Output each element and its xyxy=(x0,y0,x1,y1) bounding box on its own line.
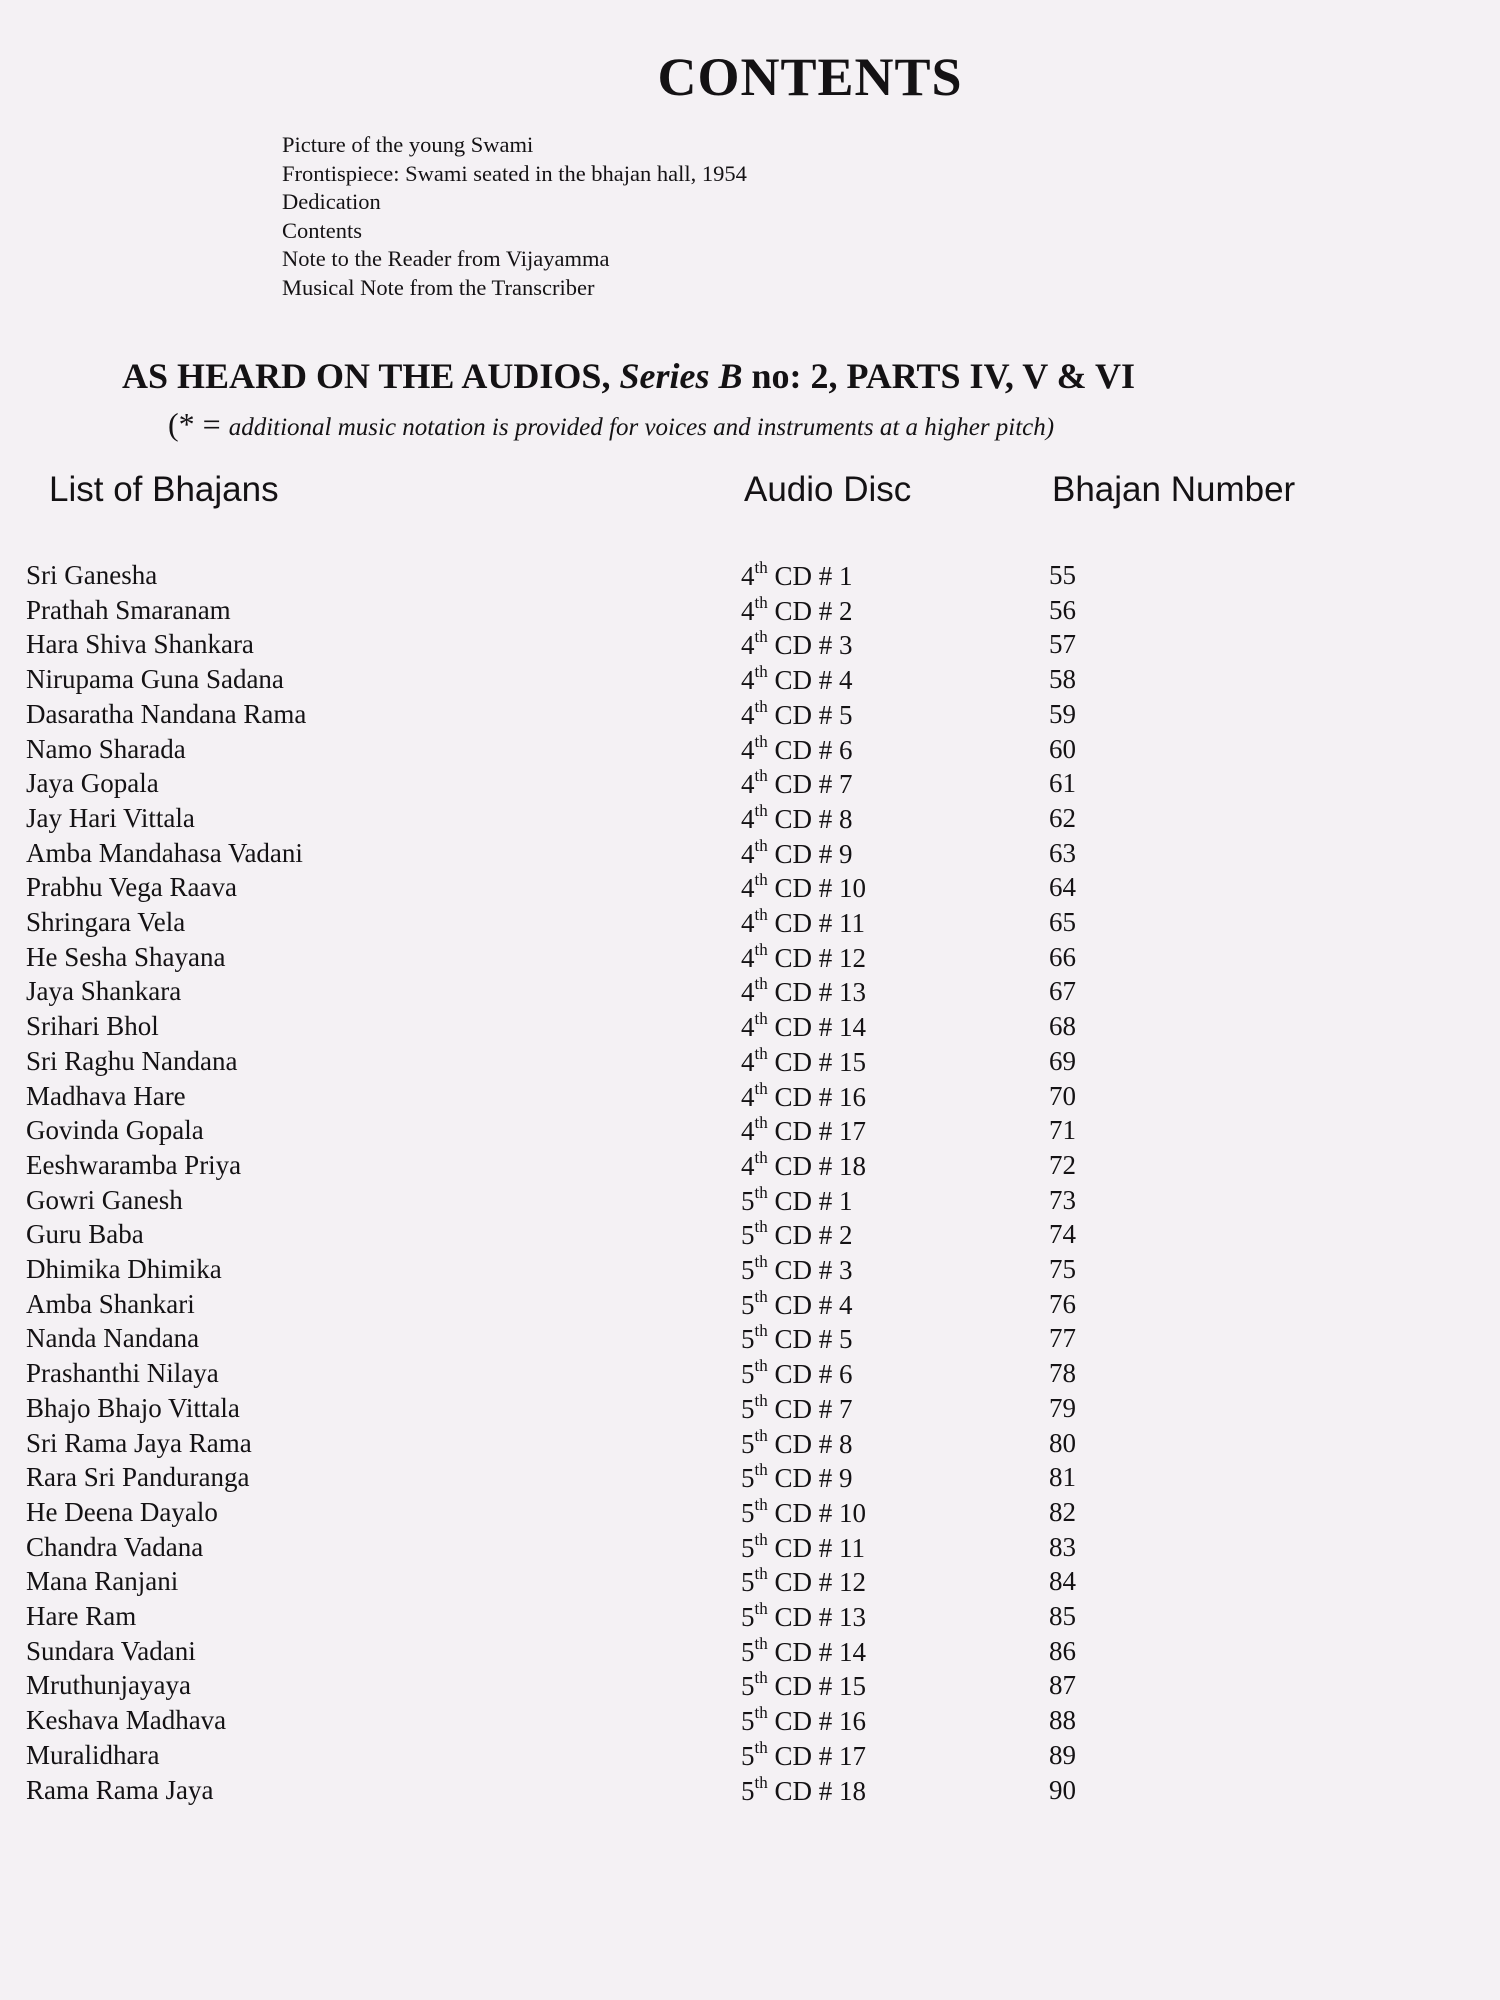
column-header-name: List of Bhajans xyxy=(49,470,279,509)
bhajan-name: Srihari Bhol xyxy=(26,1011,159,1042)
disc-ordinal: 4 xyxy=(741,1116,755,1147)
audio-disc xyxy=(741,696,853,731)
table-row xyxy=(0,835,1500,873)
disc-track: CD # 13 xyxy=(767,1602,866,1632)
audio-disc xyxy=(741,835,853,870)
table-row xyxy=(0,939,1500,977)
audio-disc xyxy=(741,664,853,696)
audio-disc xyxy=(741,560,853,592)
bhajan-name: Keshava Madhava xyxy=(26,1705,227,1736)
disc-track: CD # 2 xyxy=(767,1220,853,1251)
disc-ordinal: 4 xyxy=(741,734,755,765)
section-heading-rest: no: 2, PARTS IV, V & VI xyxy=(742,356,1135,396)
disc-ordinal-suffix: th xyxy=(754,1633,768,1653)
disc-track: CD # 4 xyxy=(767,1289,853,1320)
bhajan-name: Nanda Nandana xyxy=(26,1323,200,1354)
disc-track: CD # 3 xyxy=(767,1255,853,1285)
table-row xyxy=(0,629,1500,664)
disc-ordinal-suffix: th xyxy=(754,731,768,751)
bhajan-number: 63 xyxy=(1049,837,1076,868)
bhajan-name: He Sesha Shayana xyxy=(26,941,226,972)
audio-disc xyxy=(741,1078,866,1113)
bhajan-name: Muralidhara xyxy=(26,1739,160,1770)
disc-ordinal-suffix: th xyxy=(754,905,768,924)
disc-ordinal: 5 xyxy=(741,1289,755,1320)
table-row xyxy=(0,1390,1500,1428)
audio-disc xyxy=(741,1115,866,1147)
bhajan-number: 84 xyxy=(1049,1566,1076,1597)
bhajan-number: 73 xyxy=(1049,1184,1076,1215)
disc-track: CD # 4 xyxy=(767,665,853,696)
table-row xyxy=(0,1011,1500,1046)
disc-ordinal: 4 xyxy=(741,595,755,626)
audio-disc xyxy=(741,1219,853,1251)
table-row xyxy=(0,800,1500,838)
disc-track: CD # 15 xyxy=(767,1671,866,1702)
audio-disc xyxy=(741,1462,853,1494)
disc-track: CD # 17 xyxy=(767,1740,866,1771)
bhajan-name: Rama Rama Jaya xyxy=(26,1774,214,1805)
table-row xyxy=(0,664,1500,699)
table-row xyxy=(0,1670,1500,1705)
bhajan-number: 60 xyxy=(1049,733,1076,764)
disc-ordinal: 5 xyxy=(741,1220,755,1251)
disc-ordinal-suffix: th xyxy=(754,1009,768,1029)
table-row xyxy=(0,1633,1500,1671)
bhajan-name: Madhava Hare xyxy=(26,1080,186,1111)
bhajan-name: Dhimika Dhimika xyxy=(26,1254,222,1284)
column-header-number: Bhajan Number xyxy=(1052,470,1296,509)
bhajan-name: Amba Mandahasa Vadani xyxy=(26,837,303,868)
bhajan-number: 78 xyxy=(1049,1358,1076,1389)
column-header-disc: Audio Disc xyxy=(744,470,912,509)
disc-ordinal-suffix: th xyxy=(754,1356,768,1376)
table-row xyxy=(0,592,1500,630)
bhajan-number: 70 xyxy=(1049,1080,1076,1111)
table-row xyxy=(0,696,1500,734)
front-matter-item: Musical Note from the Transcriber xyxy=(282,274,595,300)
disc-ordinal: 4 xyxy=(741,942,755,973)
disc-track: CD # 3 xyxy=(767,630,853,661)
disc-ordinal-suffix: th xyxy=(754,1425,768,1445)
bhajan-number: 89 xyxy=(1049,1739,1076,1770)
table-row xyxy=(0,1078,1500,1116)
disc-ordinal: 4 xyxy=(741,665,755,696)
disc-ordinal-suffix: th xyxy=(754,1564,768,1584)
disc-track: CD # 1 xyxy=(767,1185,853,1216)
disc-ordinal: 5 xyxy=(741,1255,755,1285)
front-matter-list xyxy=(282,131,747,303)
disc-ordinal: 4 xyxy=(741,977,755,1008)
disc-ordinal: 5 xyxy=(741,1185,755,1216)
table-row xyxy=(0,1147,1500,1185)
bhajan-number: 57 xyxy=(1049,629,1076,660)
section-note-text: additional music notation is provided for voices and instruments at a higher pitch) xyxy=(228,414,1055,441)
bhajan-number: 55 xyxy=(1049,560,1076,590)
audio-disc xyxy=(741,1390,853,1425)
disc-ordinal-suffix: th xyxy=(754,1217,768,1237)
disc-track: CD # 5 xyxy=(767,699,853,730)
disc-ordinal-suffix: th xyxy=(754,1043,768,1063)
disc-track: CD # 17 xyxy=(767,1116,866,1147)
table-row xyxy=(0,1219,1500,1254)
audio-disc xyxy=(741,1254,853,1286)
disc-ordinal: 4 xyxy=(741,1081,755,1112)
audio-disc xyxy=(741,907,865,939)
disc-ordinal: 5 xyxy=(741,1428,755,1459)
bhajan-name: Sri Rama Jaya Rama xyxy=(26,1427,252,1458)
bhajan-name: Jaya Gopala xyxy=(26,768,159,799)
disc-track: CD # 12 xyxy=(767,942,866,973)
bhajan-name: Prashanthi Nilaya xyxy=(26,1358,219,1389)
bhajan-number: 64 xyxy=(1049,872,1076,903)
disc-ordinal-suffix: th xyxy=(754,1703,768,1723)
audio-disc xyxy=(741,1633,866,1668)
disc-ordinal-suffix: th xyxy=(754,1147,768,1167)
disc-ordinal-suffix: th xyxy=(754,1668,768,1688)
bhajan-name: He Deena Dayalo xyxy=(26,1496,218,1527)
disc-track: CD # 9 xyxy=(767,838,853,869)
disc-ordinal-suffix: th xyxy=(754,870,768,890)
table-row xyxy=(0,560,1500,595)
disc-ordinal-suffix: th xyxy=(754,1078,768,1098)
audio-disc xyxy=(741,1494,866,1529)
audio-disc xyxy=(741,1358,853,1390)
table-row xyxy=(0,768,1500,803)
bhajan-name: Namo Sharada xyxy=(26,733,186,764)
bhajan-name: Rara Sri Panduranga xyxy=(26,1462,250,1493)
disc-track: CD # 2 xyxy=(767,595,853,626)
audio-disc xyxy=(741,1705,866,1737)
bhajan-name: Bhajo Bhajo Vittala xyxy=(26,1392,240,1423)
bhajan-number: 66 xyxy=(1049,941,1076,972)
table-row xyxy=(0,1286,1500,1324)
disc-ordinal-suffix: th xyxy=(754,662,768,682)
audio-disc xyxy=(741,976,866,1008)
disc-ordinal: 5 xyxy=(741,1324,755,1355)
bhajan-number: 81 xyxy=(1049,1462,1076,1493)
disc-ordinal-suffix: th xyxy=(754,974,768,994)
audio-disc xyxy=(741,1425,853,1460)
bhajan-name: Jaya Shankara xyxy=(26,976,182,1007)
audio-disc xyxy=(741,800,853,835)
bhajan-number: 59 xyxy=(1049,698,1076,729)
audio-disc xyxy=(741,1772,866,1807)
bhajan-name: Sri Ganesha xyxy=(26,560,158,590)
front-matter-item: Contents xyxy=(282,217,363,243)
bhajan-number: 67 xyxy=(1049,976,1076,1007)
disc-track: CD # 5 xyxy=(767,1324,853,1355)
disc-track: CD # 8 xyxy=(767,1428,853,1459)
disc-ordinal-suffix: th xyxy=(754,939,768,959)
bhajan-name: Chandra Vadana xyxy=(26,1531,204,1562)
bhajan-number: 90 xyxy=(1049,1774,1076,1805)
disc-ordinal: 4 xyxy=(741,1012,755,1043)
disc-track: CD # 14 xyxy=(767,1012,866,1043)
disc-track: CD # 9 xyxy=(767,1463,853,1494)
disc-ordinal-suffix: th xyxy=(754,627,768,647)
bhajan-name: Sundara Vadani xyxy=(26,1635,196,1666)
audio-disc xyxy=(741,1670,866,1702)
bhajan-name: Jay Hari Vittala xyxy=(26,802,195,833)
bhajan-number: 83 xyxy=(1049,1531,1076,1562)
bhajan-name: Hara Shiva Shankara xyxy=(26,629,254,660)
disc-ordinal-suffix: th xyxy=(754,558,768,577)
table-row xyxy=(0,1494,1500,1532)
bhajan-number: 72 xyxy=(1049,1149,1076,1180)
disc-ordinal-suffix: th xyxy=(754,1494,768,1514)
table-row xyxy=(0,1115,1500,1150)
disc-ordinal-suffix: th xyxy=(754,1113,768,1133)
table-row xyxy=(0,1323,1500,1358)
table-row xyxy=(0,731,1500,769)
table-row xyxy=(0,907,1500,942)
bhajan-number: 62 xyxy=(1049,802,1076,833)
disc-ordinal: 4 xyxy=(741,803,755,834)
disc-track: CD # 6 xyxy=(767,734,853,765)
bhajan-name: Gowri Ganesh xyxy=(26,1184,183,1215)
disc-ordinal: 5 xyxy=(741,1775,755,1806)
disc-ordinal-suffix: th xyxy=(754,835,768,855)
disc-ordinal: 4 xyxy=(741,1150,755,1181)
bhajan-number: 82 xyxy=(1049,1496,1076,1527)
disc-track: CD # 14 xyxy=(767,1636,866,1667)
disc-ordinal: 5 xyxy=(741,1567,755,1598)
disc-ordinal-suffix: th xyxy=(754,766,768,786)
disc-ordinal: 5 xyxy=(741,1706,755,1737)
disc-ordinal-suffix: th xyxy=(754,1772,768,1792)
bhajan-name: Nirupama Guna Sadana xyxy=(26,664,284,695)
table-row xyxy=(0,1705,1500,1740)
disc-ordinal: 4 xyxy=(741,873,755,904)
table-row xyxy=(0,1772,1500,1810)
disc-ordinal-suffix: th xyxy=(754,592,768,612)
disc-ordinal-suffix: th xyxy=(754,1182,768,1202)
disc-ordinal-suffix: th xyxy=(754,1321,768,1341)
audio-disc xyxy=(741,1566,866,1598)
disc-ordinal: 5 xyxy=(741,1740,755,1771)
section-note-open: (* = xyxy=(168,406,229,442)
bhajan-number: 79 xyxy=(1049,1392,1076,1423)
disc-ordinal: 4 xyxy=(741,1046,755,1077)
bhajan-number: 58 xyxy=(1049,664,1076,695)
front-matter-item: Note to the Reader from Vijayamma xyxy=(282,246,610,272)
bhajan-name: Sri Raghu Nandana xyxy=(26,1045,238,1076)
disc-ordinal: 5 xyxy=(741,1602,755,1632)
disc-ordinal: 4 xyxy=(741,561,755,591)
disc-ordinal-suffix: th xyxy=(754,696,768,716)
table-row xyxy=(0,872,1500,907)
bhajan-name: Govinda Gopala xyxy=(26,1115,204,1146)
audio-disc xyxy=(741,592,853,627)
disc-track: CD # 15 xyxy=(767,1046,866,1077)
disc-ordinal-suffix: th xyxy=(754,1599,768,1618)
disc-ordinal-suffix: th xyxy=(754,800,768,820)
disc-ordinal: 5 xyxy=(741,1393,755,1424)
disc-track: CD # 11 xyxy=(767,1532,865,1563)
audio-disc xyxy=(741,872,866,904)
audio-disc xyxy=(741,1601,866,1633)
table-row xyxy=(0,1358,1500,1393)
section-heading-main: AS HEARD ON THE AUDIOS, xyxy=(122,356,620,396)
disc-ordinal: 5 xyxy=(741,1636,755,1667)
front-matter-item: Frontispiece: Swami seated in the bhajan hall, 1954 xyxy=(282,160,747,186)
disc-track: CD # 16 xyxy=(767,1081,866,1112)
disc-ordinal: 4 xyxy=(741,769,755,800)
page-title: CONTENTS xyxy=(657,47,963,107)
bhajan-number: 86 xyxy=(1049,1635,1076,1666)
disc-ordinal: 5 xyxy=(741,1359,755,1390)
disc-ordinal: 4 xyxy=(741,908,755,938)
disc-track: CD # 8 xyxy=(767,803,853,834)
disc-track: CD # 18 xyxy=(767,1775,866,1806)
bhajan-number: 75 xyxy=(1049,1254,1076,1284)
bhajan-number: 88 xyxy=(1049,1705,1076,1736)
audio-disc xyxy=(741,629,853,661)
audio-disc xyxy=(741,1529,865,1564)
bhajan-number: 69 xyxy=(1049,1045,1076,1076)
audio-disc xyxy=(741,1737,866,1772)
bhajan-name: Mana Ranjani xyxy=(26,1566,179,1597)
disc-ordinal-suffix: th xyxy=(754,1252,768,1271)
disc-ordinal-suffix: th xyxy=(754,1286,768,1306)
disc-track: CD # 12 xyxy=(767,1567,866,1598)
bhajan-number: 68 xyxy=(1049,1011,1076,1042)
table-row xyxy=(0,1254,1500,1289)
disc-ordinal: 4 xyxy=(741,838,755,869)
disc-track: CD # 11 xyxy=(767,908,865,938)
front-matter-item: Dedication xyxy=(282,189,381,215)
bhajan-name: Eeshwaramba Priya xyxy=(26,1149,242,1180)
disc-track: CD # 10 xyxy=(767,873,866,904)
disc-track: CD # 1 xyxy=(767,561,853,591)
bhajan-number: 80 xyxy=(1049,1427,1076,1458)
bhajan-number: 56 xyxy=(1049,594,1076,625)
table-row xyxy=(0,1425,1500,1463)
disc-track: CD # 7 xyxy=(767,769,853,800)
table-row xyxy=(0,1566,1500,1601)
bhajan-number: 85 xyxy=(1049,1601,1076,1631)
disc-ordinal-suffix: th xyxy=(754,1390,768,1410)
disc-track: CD # 7 xyxy=(767,1393,853,1424)
audio-disc xyxy=(741,1011,866,1043)
disc-track: CD # 6 xyxy=(767,1359,853,1390)
bhajan-number: 65 xyxy=(1049,907,1076,937)
bhajan-name: Amba Shankari xyxy=(26,1288,195,1319)
bhajan-number: 77 xyxy=(1049,1323,1076,1354)
table-row xyxy=(0,1529,1500,1567)
audio-disc xyxy=(741,1043,866,1078)
bhajan-number: 61 xyxy=(1049,768,1076,799)
bhajan-number: 76 xyxy=(1049,1288,1076,1319)
bhajan-number: 87 xyxy=(1049,1670,1076,1701)
audio-disc xyxy=(741,939,866,974)
table-row xyxy=(0,1043,1500,1081)
disc-ordinal-suffix: th xyxy=(754,1460,768,1480)
disc-ordinal-suffix: th xyxy=(754,1529,768,1549)
disc-track: CD # 16 xyxy=(767,1706,866,1737)
table-row xyxy=(0,1462,1500,1497)
bhajan-name: Mruthunjayaya xyxy=(26,1670,191,1701)
disc-ordinal: 4 xyxy=(741,699,755,730)
table-row xyxy=(0,1182,1500,1220)
section-heading xyxy=(122,355,1135,397)
section-heading-series: Series B xyxy=(619,356,743,396)
audio-disc xyxy=(741,1147,866,1182)
table-row xyxy=(0,1601,1500,1636)
disc-ordinal-suffix: th xyxy=(754,1737,768,1757)
audio-disc xyxy=(741,768,853,800)
bhajan-name: Guru Baba xyxy=(26,1219,144,1250)
table-row xyxy=(0,976,1500,1011)
table-row xyxy=(0,1737,1500,1775)
bhajan-number: 71 xyxy=(1049,1115,1076,1146)
front-matter-item: Picture of the young Swami xyxy=(282,132,534,157)
disc-ordinal: 5 xyxy=(741,1532,755,1563)
audio-disc xyxy=(741,1182,853,1217)
audio-disc xyxy=(741,1323,853,1355)
disc-track: CD # 10 xyxy=(767,1497,866,1528)
disc-ordinal: 5 xyxy=(741,1497,755,1528)
disc-track: CD # 13 xyxy=(767,977,866,1008)
audio-disc xyxy=(741,1286,853,1321)
section-note xyxy=(168,406,1054,443)
disc-ordinal: 5 xyxy=(741,1671,755,1702)
bhajan-name: Hare Ram xyxy=(26,1601,137,1631)
bhajan-name: Prabhu Vega Raava xyxy=(26,872,237,903)
disc-track: CD # 18 xyxy=(767,1150,866,1181)
disc-ordinal: 4 xyxy=(741,630,755,661)
disc-ordinal: 5 xyxy=(741,1463,755,1494)
bhajan-name: Prathah Smaranam xyxy=(26,594,231,625)
bhajan-number: 74 xyxy=(1049,1219,1076,1250)
audio-disc xyxy=(741,731,853,766)
bhajan-name: Dasaratha Nandana Rama xyxy=(26,698,307,729)
bhajan-name: Shringara Vela xyxy=(26,907,186,937)
